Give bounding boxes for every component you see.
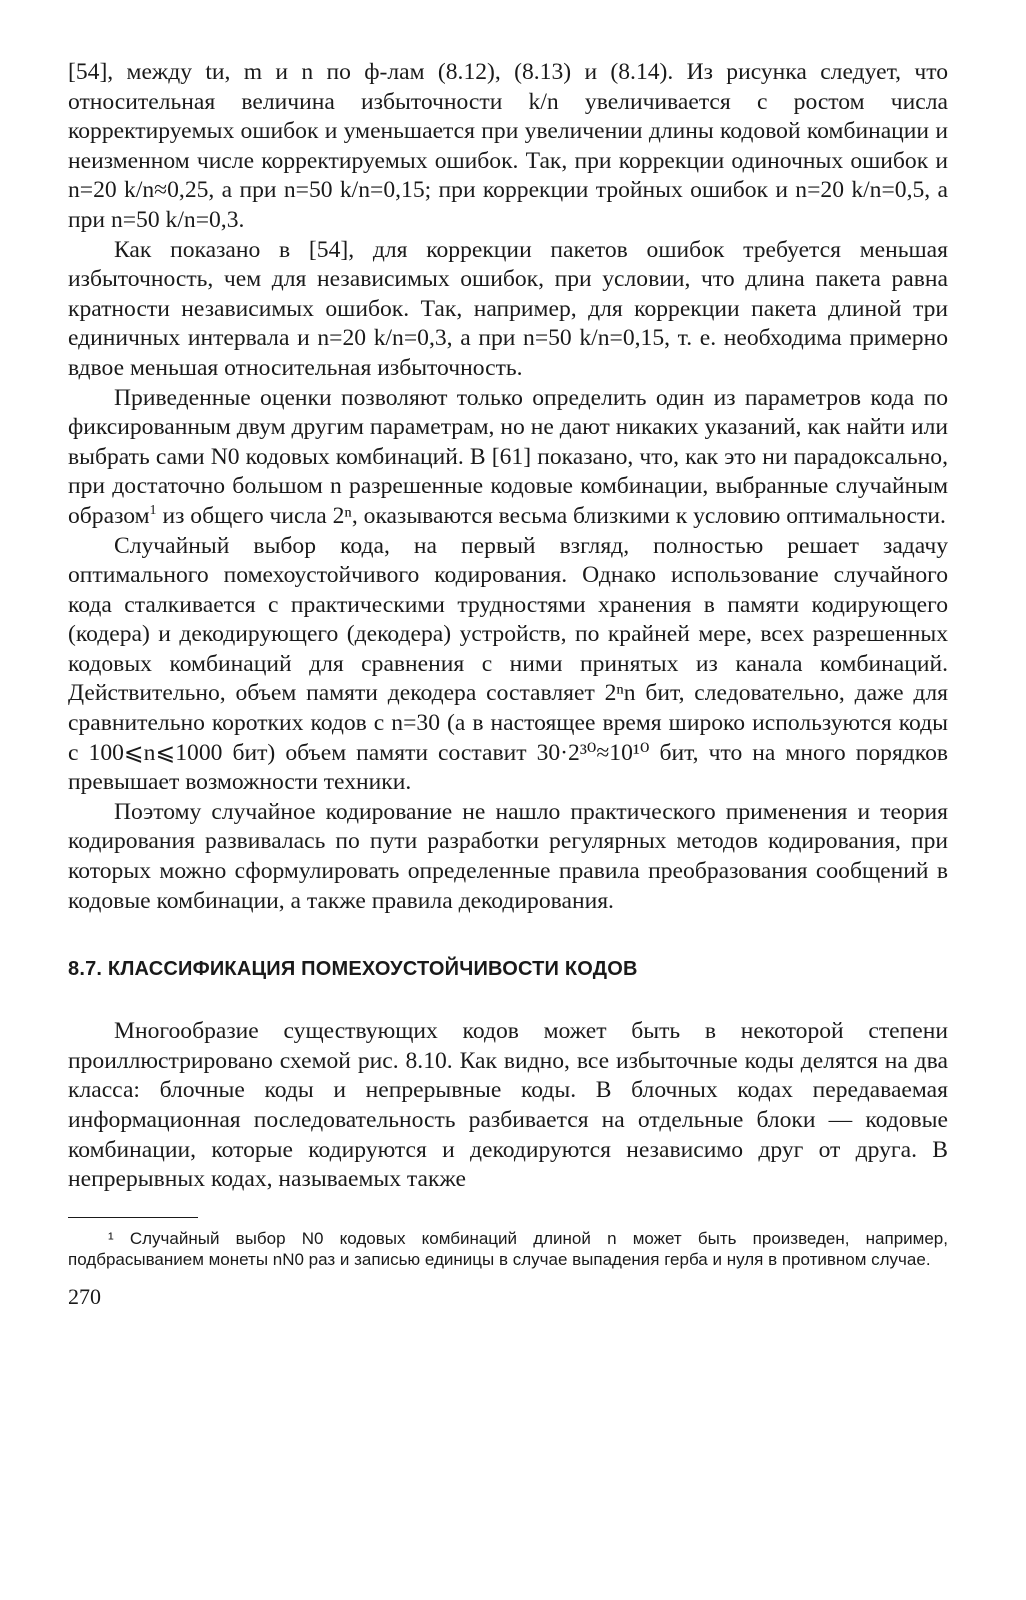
paragraph-continuation: [54], между tи, m и n по ф-лам (8.12), (8.13) и (8.14). Из рисунка следует, что относительная величина избыточности k/n увеличивается с ростом числа корректируемых ошибок и уменьшается при увеличении длины кодовой комбинации и неизменном числе корректируемых ошибок. Так, при коррекции одиночных ошибок и n=20 k/n≈0,25, а при n=50 k/n=0,15; при коррекции тройных ошибок и n=20 k/n=0,5, а при n=50 k/n=0,3. — [68, 59, 948, 233]
page-number: 270 — [68, 1283, 101, 1309]
paragraph-random-code: Случайный выбор кода, на первый взгляд, полностью решает задачу оптимального помехоустойчивого кодирования. Однако использование случайного кода сталкивается с практическими трудностями хранения в памяти кодирующего (кодера) и декодирующего (декодера) устройств, по крайней мере, всех разрешенных кодовых комбинаций для сравнения с ними принятых из канала комбинаций. Действительно, объем памяти декодера составляет 2ⁿn бит, следовательно, даже для сравнительно коротких кодов с n=30 (а в настоящее время широко используются коды с 100⩽n⩽1000 бит) объем памяти составит 30·2³⁰≈10¹⁰ бит, что на много порядков превышает возможности техники. — [68, 532, 948, 796]
section-heading: 8.7. КЛАССИФИКАЦИЯ ПОМЕХОУСТОЙЧИВОСТИ КОДОВ — [68, 958, 638, 981]
paragraph-random-selection-end: из общего числа 2ⁿ, оказываются весьма близкими к условию оптимальности. — [162, 502, 946, 529]
footnote: ¹ Случайный выбор N0 кодовых комбинаций длиной n может быть произведен, например, подбрасыванием монеты nN0 раз и записью единицы в случае выпадения герба и нуля в противном случае. — [68, 1228, 948, 1269]
footnote-marker: 1 — [149, 503, 157, 519]
footnote-divider — [68, 1217, 198, 1218]
paragraph-regular-methods: Поэтому случайное кодирование не нашло практического применения и теория кодирования развивалась по пути разработки регулярных методов кодирования, при которых можно сформулировать определенные правила преобразования сообщений в кодовые комбинации, а также правила декодирования. — [68, 798, 948, 914]
paragraph-burst-errors: Как показано в [54], для коррекции пакетов ошибок требуется меньшая избыточность, чем для независимых ошибок, при условии, что длина пакета равна кратности независимых ошибок. Так, например, для коррекции пакета длиной три единичных интервала и n=20 k/n=0,3, а при n=50 k/n=0,15, т. е. необходима примерно вдвое меньшая относительная избыточность. — [68, 236, 948, 381]
paragraph-classification: Многообразие существующих кодов может быть в некоторой степени проиллюстрировано схемой рис. 8.10. Как видно, все избыточные коды делятся на два класса: блочные коды и непрерывные коды. В блочных кодах передаваемая информационная последовательность разбивается на отдельные блоки — кодовые комбинации, которые кодируются и декодируются независимо друг от друга. В непрерывных кодах, называемых также — [68, 1018, 948, 1193]
paragraph-random-selection-text: Приведенные оценки позволяют только определить один из параметров кода по фиксированным двум другим параметрам, но не дают никаких указаний, как найти или выбрать сами N0 кодовых комбинаций. В [61] показано, что, как это ни парадоксально, при достаточно большом n разрешенные кодовые комбинации, выбранные случайным образом — [68, 384, 948, 529]
paragraph-random-selection — [68, 384, 948, 532]
